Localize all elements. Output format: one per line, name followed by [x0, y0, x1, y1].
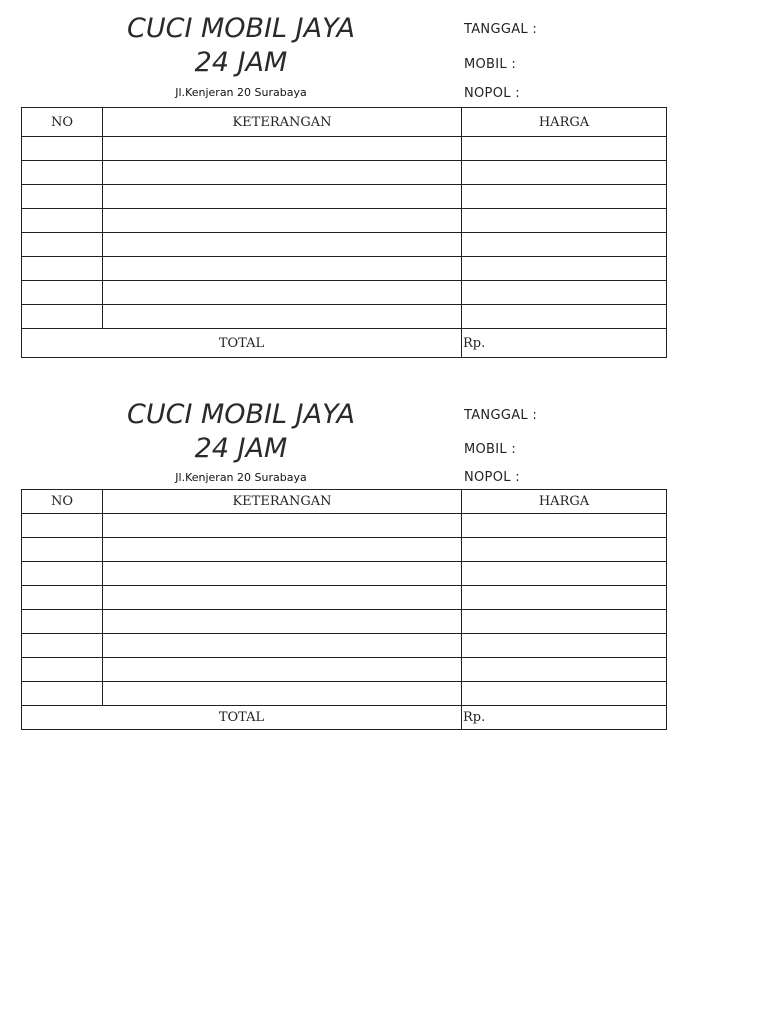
total-price-cell[interactable]: Rp. [462, 706, 667, 730]
table-row [22, 257, 667, 281]
table-row [22, 634, 667, 658]
no-cell[interactable] [22, 161, 103, 185]
no-cell[interactable] [22, 137, 103, 161]
items-table [21, 489, 667, 730]
no-cell[interactable] [22, 281, 103, 305]
table-row [22, 161, 667, 185]
total-row [22, 706, 667, 730]
keterangan-cell[interactable] [103, 658, 462, 682]
keterangan-cell[interactable] [103, 682, 462, 706]
no-cell[interactable] [22, 586, 103, 610]
keterangan-cell[interactable] [103, 514, 462, 538]
keterangan-cell[interactable] [103, 137, 462, 161]
business-name: CUCI MOBIL JAYA [127, 399, 355, 430]
business-hours: 24 JAM [194, 47, 288, 78]
table-row [22, 209, 667, 233]
no-cell[interactable] [22, 682, 103, 706]
harga-cell[interactable] [462, 209, 667, 233]
harga-cell[interactable] [462, 586, 667, 610]
keterangan-cell[interactable] [103, 257, 462, 281]
harga-cell[interactable] [462, 305, 667, 329]
column-header-keterangan: KETERANGAN [103, 108, 462, 137]
no-cell[interactable] [22, 634, 103, 658]
keterangan-cell[interactable] [103, 610, 462, 634]
tanggal-label: TANGGAL : [464, 408, 538, 423]
no-cell[interactable] [22, 305, 103, 329]
table-row [22, 233, 667, 257]
keterangan-cell[interactable] [103, 281, 462, 305]
total-label: TOTAL [22, 706, 462, 730]
total-row [22, 329, 667, 358]
harga-cell[interactable] [462, 634, 667, 658]
nopol-label: NOPOL : [464, 470, 520, 485]
harga-cell[interactable] [462, 281, 667, 305]
no-cell[interactable] [22, 185, 103, 209]
keterangan-cell[interactable] [103, 233, 462, 257]
table-row [22, 682, 667, 706]
column-header-keterangan: KETERANGAN [103, 490, 462, 514]
harga-cell[interactable] [462, 682, 667, 706]
table-row [22, 586, 667, 610]
column-header-harga: HARGA [462, 108, 667, 137]
no-cell[interactable] [22, 538, 103, 562]
harga-cell[interactable] [462, 610, 667, 634]
harga-cell[interactable] [462, 137, 667, 161]
keterangan-cell[interactable] [103, 634, 462, 658]
items-table [21, 107, 667, 358]
harga-cell[interactable] [462, 538, 667, 562]
keterangan-cell[interactable] [103, 161, 462, 185]
table-row [22, 305, 667, 329]
no-cell[interactable] [22, 562, 103, 586]
tanggal-label: TANGGAL : [464, 22, 538, 37]
harga-cell[interactable] [462, 161, 667, 185]
business-hours: 24 JAM [194, 433, 288, 464]
keterangan-cell[interactable] [103, 209, 462, 233]
keterangan-cell[interactable] [103, 538, 462, 562]
harga-cell[interactable] [462, 185, 667, 209]
harga-cell[interactable] [462, 514, 667, 538]
mobil-label: MOBIL : [464, 57, 517, 72]
column-header-no: NO [22, 490, 103, 514]
keterangan-cell[interactable] [103, 305, 462, 329]
harga-cell[interactable] [462, 233, 667, 257]
harga-cell[interactable] [462, 658, 667, 682]
column-header-no: NO [22, 108, 103, 137]
table-row [22, 562, 667, 586]
table-header-row [22, 108, 667, 137]
table-row [22, 137, 667, 161]
table-header-row [22, 490, 667, 514]
harga-cell[interactable] [462, 257, 667, 281]
table-row [22, 281, 667, 305]
table-row [22, 514, 667, 538]
keterangan-cell[interactable] [103, 185, 462, 209]
business-name: CUCI MOBIL JAYA [127, 13, 355, 44]
column-header-harga: HARGA [462, 490, 667, 514]
total-label: TOTAL [22, 329, 462, 358]
no-cell[interactable] [22, 233, 103, 257]
no-cell[interactable] [22, 658, 103, 682]
total-price-cell[interactable]: Rp. [462, 329, 667, 358]
table-row [22, 538, 667, 562]
no-cell[interactable] [22, 514, 103, 538]
harga-cell[interactable] [462, 562, 667, 586]
table-row [22, 658, 667, 682]
keterangan-cell[interactable] [103, 562, 462, 586]
business-address: Jl.Kenjeran 20 Surabaya [175, 86, 307, 99]
nopol-label: NOPOL : [464, 86, 520, 101]
business-address: Jl.Kenjeran 20 Surabaya [175, 471, 307, 484]
table-row [22, 185, 667, 209]
no-cell[interactable] [22, 257, 103, 281]
table-row [22, 610, 667, 634]
no-cell[interactable] [22, 610, 103, 634]
mobil-label: MOBIL : [464, 442, 517, 457]
no-cell[interactable] [22, 209, 103, 233]
keterangan-cell[interactable] [103, 586, 462, 610]
